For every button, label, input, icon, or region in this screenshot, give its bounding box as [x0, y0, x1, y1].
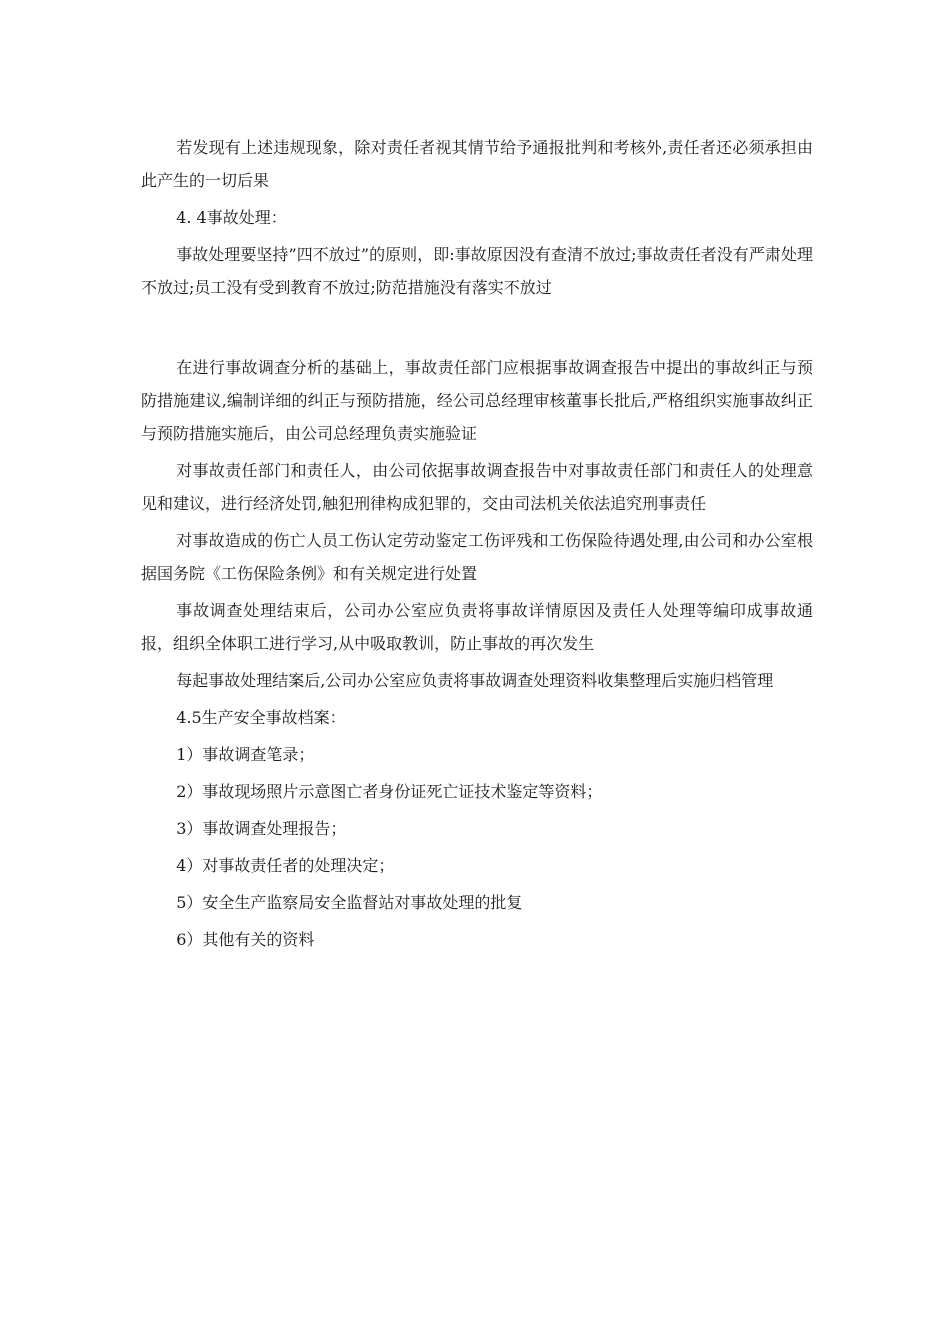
section-heading-accident-handling: 4. 4事故处理：: [176, 208, 287, 227]
list-item: 5）安全生产监察局安全监督站对事故处理的批复: [176, 893, 523, 912]
document-body: [141, 131, 813, 960]
section-heading-accident-archive: 4.5生产安全事故档案：: [176, 708, 346, 727]
list-item: 6）其他有关的资料: [176, 930, 315, 949]
paragraph-four-principles: 事故处理要坚持”四不放过”的原则，即:事故原因没有查清不放过;事故责任者没有严肃处理不放过;员工没有受到教育不放过;防范措施没有落实不放过: [141, 245, 813, 297]
list-item: 1）事故调查笔录；: [176, 745, 315, 764]
paragraph-violation-consequences: 若发现有上述违规现象，除对责任者视其情节给予通报批判和考核外,责任者还必须承担由此产生的一切后果: [141, 138, 813, 190]
list-item: 2）事故现场照片示意图亡者身份证死亡证技术鉴定等资料；: [176, 782, 603, 801]
paragraph-corrective-measures: 在进行事故调查分析的基础上，事故责任部门应根据事故调查报告中提出的事故纠正与预防措施建议,编制详细的纠正与预防措施，经公司总经理审核董事长批后,严格组织实施事故纠正与预防措施实施后，由公司总经理负责实施验证: [141, 358, 813, 443]
list-item: 3）事故调查处理报告；: [176, 819, 347, 838]
paragraph-responsibility-penalties: 对事故责任部门和责任人，由公司依据事故调查报告中对事故责任部门和责任人的处理意见和建议，进行经济处罚,触犯刑律构成犯罪的，交由司法机关依法追究刑事责任: [141, 461, 813, 513]
paragraph-injury-insurance: 对事故造成的伤亡人员工伤认定劳动鉴定工伤评残和工伤保险待遇处理,由公司和办公室根据国务院《工伤保险条例》和有关规定进行处置: [141, 531, 813, 583]
paragraph-spacer: [141, 308, 813, 351]
paragraph-archive-management: 每起事故处理结案后,公司办公室应负责将事故调查处理资料收集整理后实施归档管理: [176, 671, 774, 690]
paragraph-accident-bulletin: 事故调查处理结束后，公司办公室应负责将事故详情原因及责任人处理等编印成事故通报，组织全体职工进行学习,从中吸取教训，防止事故的再次发生: [141, 601, 813, 653]
list-item: 4）对事故责任者的处理决定；: [176, 856, 395, 875]
